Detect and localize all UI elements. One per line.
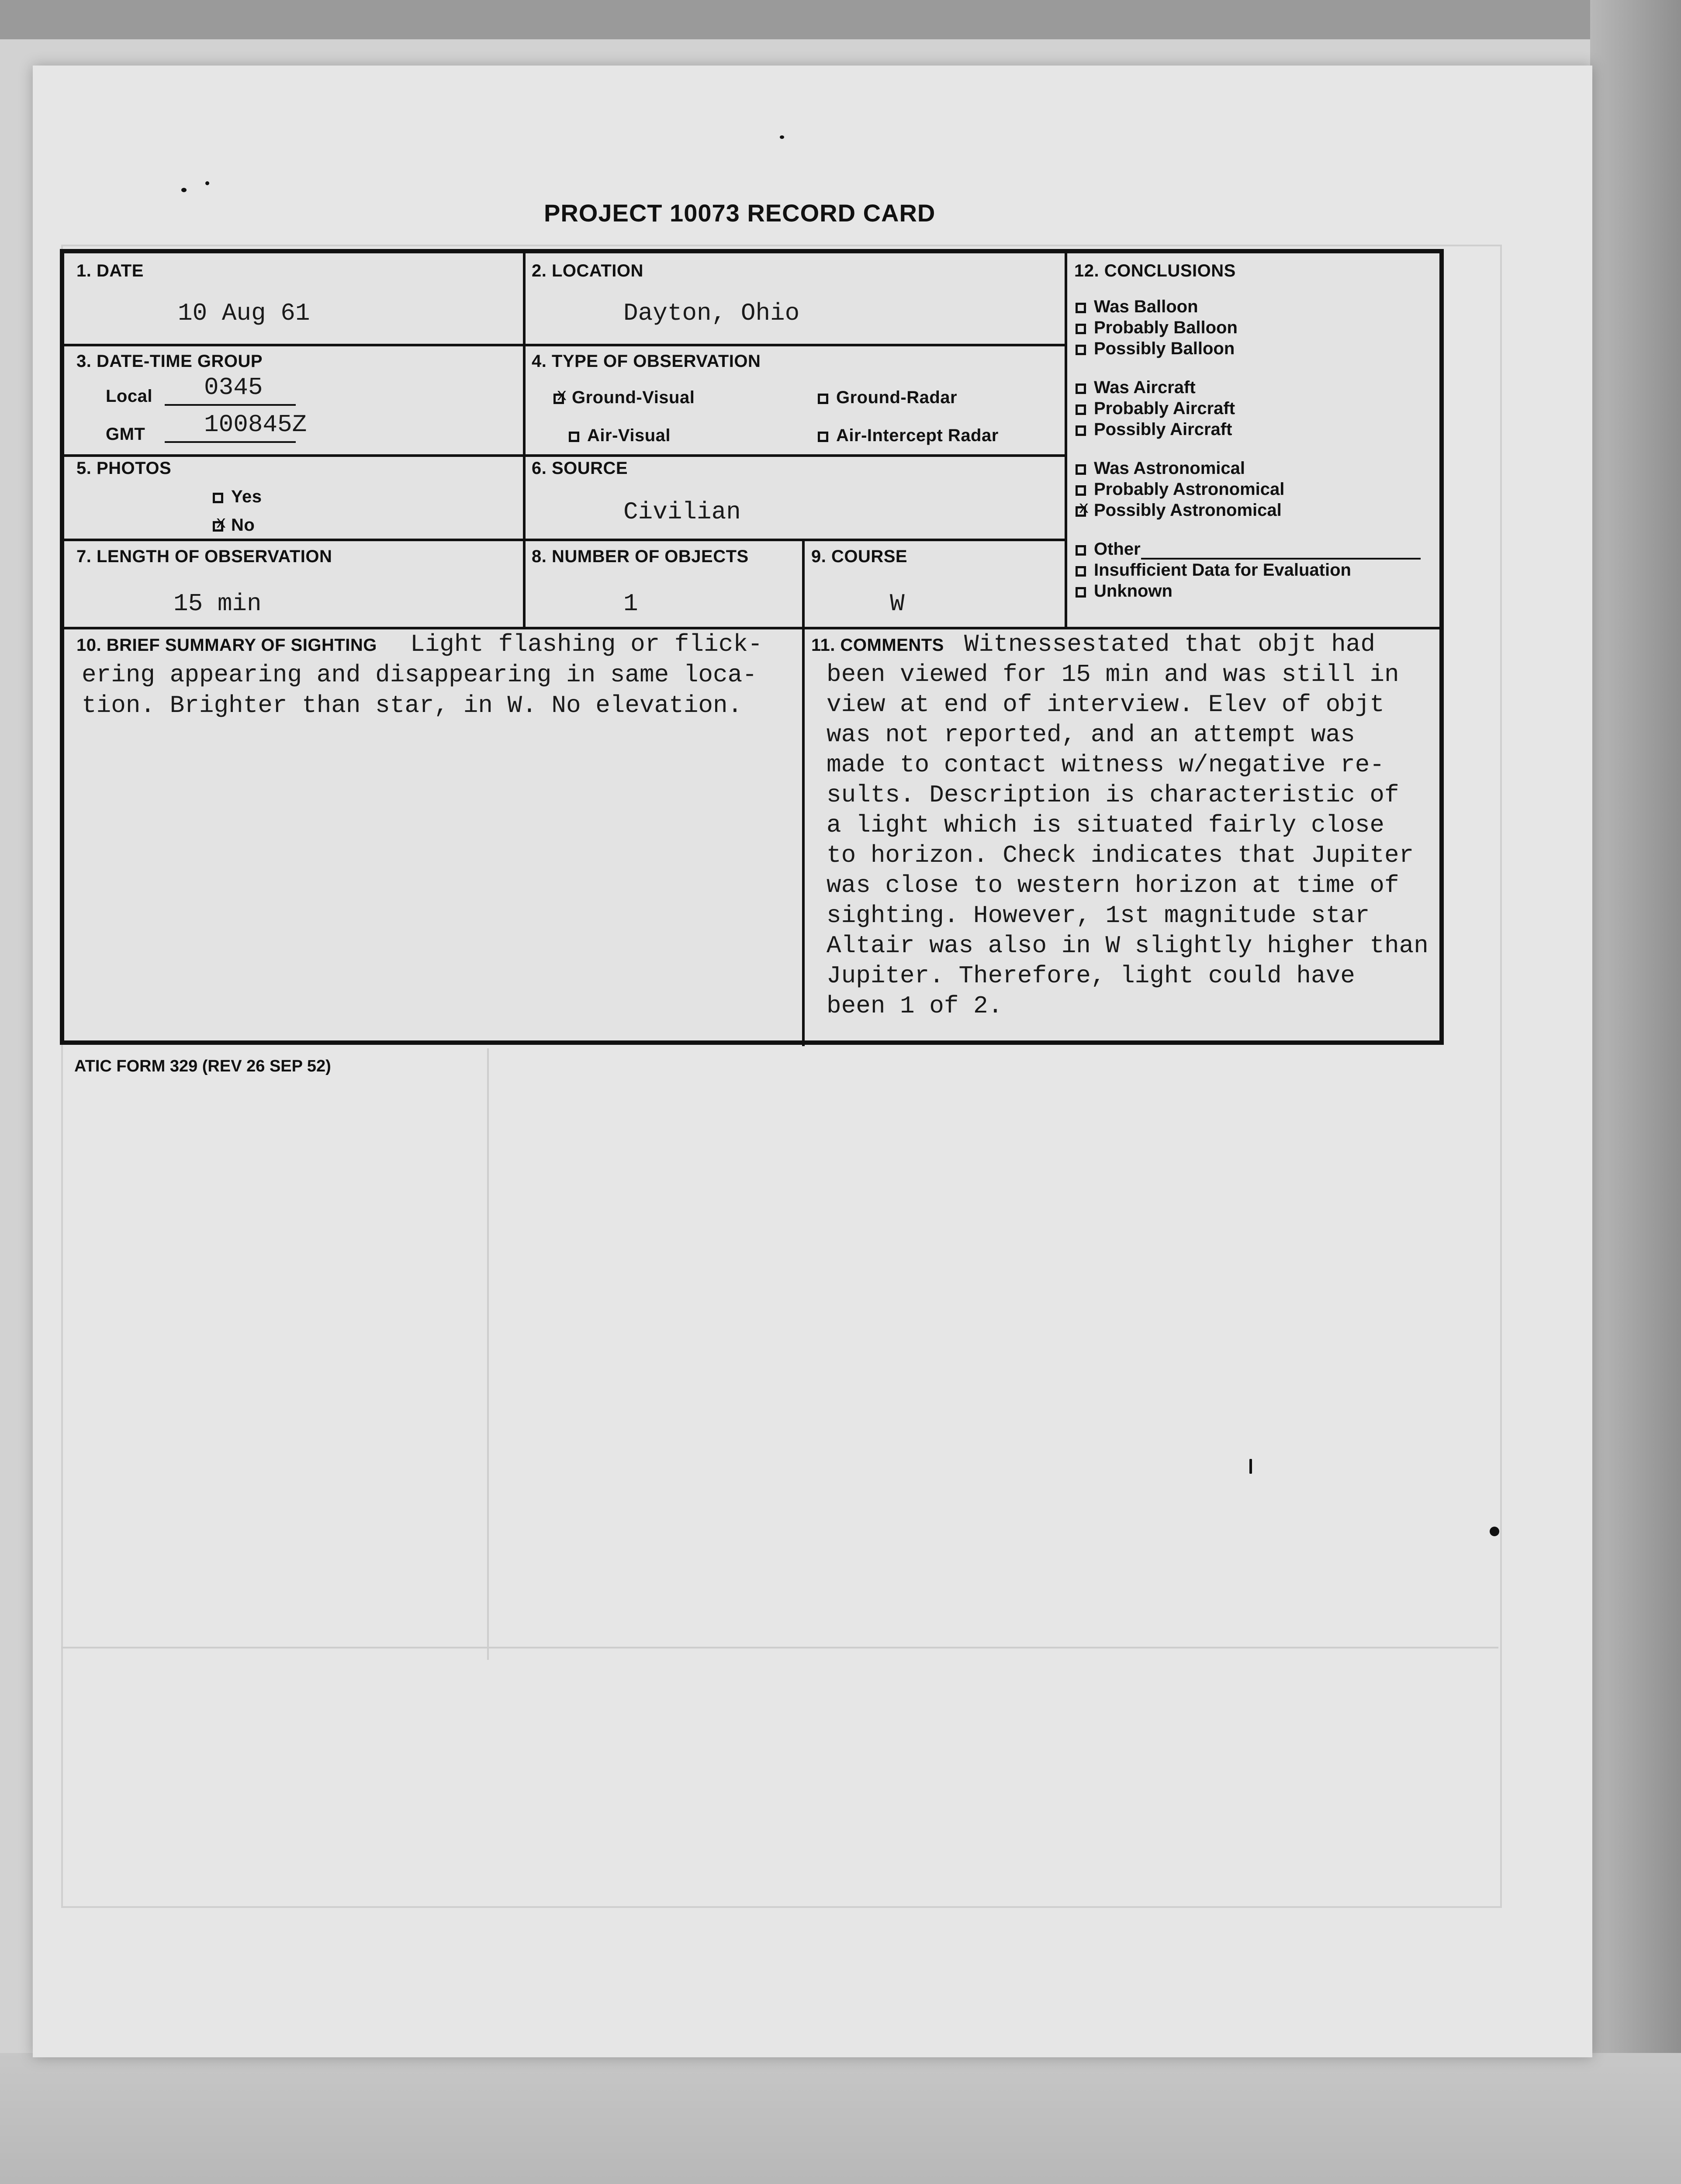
form-number: ATIC FORM 329 (REV 26 SEP 52) — [74, 1057, 331, 1075]
conclusion-possibly-astronomical[interactable]: xPossibly Astronomical — [1076, 501, 1282, 520]
was-balloon-checkbox[interactable] — [1076, 303, 1086, 313]
grid-rule — [802, 539, 805, 627]
bleed-through-rule — [487, 1048, 489, 1660]
was-astronomical-checkbox[interactable] — [1076, 464, 1086, 475]
type-obs-ground-radar[interactable]: Ground-Radar — [818, 388, 957, 408]
scan-speck — [205, 181, 209, 185]
summary-line-1: Light flashing or flick- — [410, 630, 763, 658]
grid-rule — [802, 627, 805, 1046]
conclusion-probably-aircraft[interactable]: Probably Aircraft — [1076, 399, 1235, 418]
comments-line-9: was close to western horizon at time of — [827, 871, 1399, 899]
dtg-gmt-value: 100845Z — [204, 411, 307, 439]
comments-line-5: made to contact witness w/negative re- — [827, 751, 1385, 779]
length-label: 7. LENGTH OF OBSERVATION — [76, 547, 332, 566]
conclusion-probably-astronomical[interactable]: Probably Astronomical — [1076, 480, 1284, 499]
summary-label: 10. BRIEF SUMMARY OF SIGHTING — [76, 636, 377, 655]
scan-speck — [181, 188, 187, 192]
conclusion-other[interactable]: Other — [1076, 539, 1141, 559]
grid-rule — [64, 344, 1067, 346]
scan-speck — [780, 135, 784, 139]
comments-line-6: sults. Description is characteristic of — [827, 781, 1399, 809]
comments-line-4: was not reported, and an attempt was — [827, 721, 1355, 749]
grid-rule — [523, 253, 526, 627]
ground-visual-checkbox[interactable] — [553, 394, 564, 404]
summary-line-3: tion. Brighter than star, in W. No elevation. — [82, 691, 743, 719]
course-label: 9. COURSE — [811, 547, 908, 566]
dtg-label: 3. DATE-TIME GROUP — [76, 352, 263, 371]
grid-rule — [64, 539, 1067, 541]
conclusion-possibly-aircraft[interactable]: Possibly Aircraft — [1076, 420, 1232, 439]
photos-no[interactable]: xNo — [213, 515, 255, 535]
location-value: Dayton, Ohio — [623, 299, 800, 327]
conclusion-was-astronomical[interactable]: Was Astronomical — [1076, 459, 1245, 478]
air-intercept-radar-checkbox[interactable] — [818, 432, 828, 442]
other-line — [1141, 558, 1421, 560]
conclusion-probably-balloon[interactable]: Probably Balloon — [1076, 318, 1238, 338]
course-value: W — [890, 590, 905, 618]
comments-label: 11. COMMENTS — [811, 636, 944, 655]
probably-astronomical-checkbox[interactable] — [1076, 485, 1086, 496]
other-checkbox[interactable] — [1076, 545, 1086, 556]
conclusion-was-aircraft[interactable]: Was Aircraft — [1076, 378, 1196, 397]
photos-yes[interactable]: Yes — [213, 487, 262, 507]
scan-border-right — [1590, 0, 1681, 2184]
conclusion-unknown[interactable]: Unknown — [1076, 581, 1173, 601]
conclusions-list — [1076, 297, 1438, 620]
location-label: 2. LOCATION — [532, 261, 643, 280]
photos-label: 5. PHOTOS — [76, 459, 172, 478]
unknown-checkbox[interactable] — [1076, 587, 1086, 598]
probably-aircraft-checkbox[interactable] — [1076, 404, 1086, 415]
type-obs-label: 4. TYPE OF OBSERVATION — [532, 352, 761, 371]
date-label: 1. DATE — [76, 261, 144, 280]
comments-line-2: been viewed for 15 min and was still in — [827, 660, 1399, 688]
num-objects-value: 1 — [623, 590, 638, 618]
type-obs-air-visual[interactable]: Air-Visual — [569, 426, 671, 446]
photos-yes-checkbox[interactable] — [213, 493, 223, 503]
dtg-gmt-line — [165, 441, 296, 443]
num-objects-label: 8. NUMBER OF OBJECTS — [532, 547, 749, 566]
conclusions-label: 12. CONCLUSIONS — [1074, 261, 1236, 280]
type-obs-air-intercept-radar[interactable]: Air-Intercept Radar — [818, 426, 999, 446]
grid-rule — [1065, 253, 1067, 627]
length-value: 15 min — [173, 590, 262, 618]
comments-line-12: Jupiter. Therefore, light could have — [827, 962, 1355, 990]
dtg-local-value: 0345 — [204, 373, 263, 401]
bleed-through-rule — [61, 1647, 1498, 1648]
scan-speck — [1490, 1527, 1499, 1536]
possibly-aircraft-checkbox[interactable] — [1076, 425, 1086, 436]
source-label: 6. SOURCE — [532, 459, 628, 478]
card-title: PROJECT 10073 RECORD CARD — [544, 199, 936, 227]
air-visual-checkbox[interactable] — [569, 432, 579, 442]
comments-line-10: sighting. However, 1st magnitude star — [827, 902, 1370, 930]
conclusion-was-balloon[interactable]: Was Balloon — [1076, 297, 1198, 317]
comments-line-11: Altair was also in W slightly higher than — [827, 932, 1429, 960]
possibly-astronomical-checkbox[interactable] — [1076, 506, 1086, 517]
source-value: Civilian — [623, 498, 741, 526]
comments-line-8: to horizon. Check indicates that Jupiter — [827, 841, 1414, 869]
was-aircraft-checkbox[interactable] — [1076, 384, 1086, 394]
type-obs-ground-visual[interactable]: xGround-Visual — [553, 388, 695, 408]
scan-border-bottom — [0, 2053, 1681, 2184]
insufficient-data-checkbox[interactable] — [1076, 566, 1086, 577]
ground-radar-checkbox[interactable] — [818, 394, 828, 404]
summary-line-2: ering appearing and disappearing in same loca- — [82, 661, 757, 689]
comments-line-3: view at end of interview. Elev of objt — [827, 691, 1385, 719]
scan-speck — [1249, 1459, 1252, 1474]
comments-line-1: Witnessestated that objt had — [964, 630, 1375, 658]
dtg-local-line — [165, 404, 296, 406]
conclusion-possibly-balloon[interactable]: Possibly Balloon — [1076, 339, 1235, 359]
comments-line-13: been 1 of 2. — [827, 992, 1003, 1020]
scan-border-top — [0, 0, 1681, 39]
probably-balloon-checkbox[interactable] — [1076, 324, 1086, 334]
dtg-gmt-label: GMT — [106, 425, 145, 444]
possibly-balloon-checkbox[interactable] — [1076, 345, 1086, 355]
conclusion-insufficient-data[interactable]: Insufficient Data for Evaluation — [1076, 560, 1351, 580]
record-card-grid — [60, 249, 1444, 1045]
dtg-local-label: Local — [106, 387, 152, 406]
grid-rule — [64, 454, 1067, 457]
date-value: 10 Aug 61 — [178, 299, 310, 327]
photos-no-checkbox[interactable] — [213, 521, 223, 532]
comments-line-7: a light which is situated fairly close — [827, 811, 1385, 839]
